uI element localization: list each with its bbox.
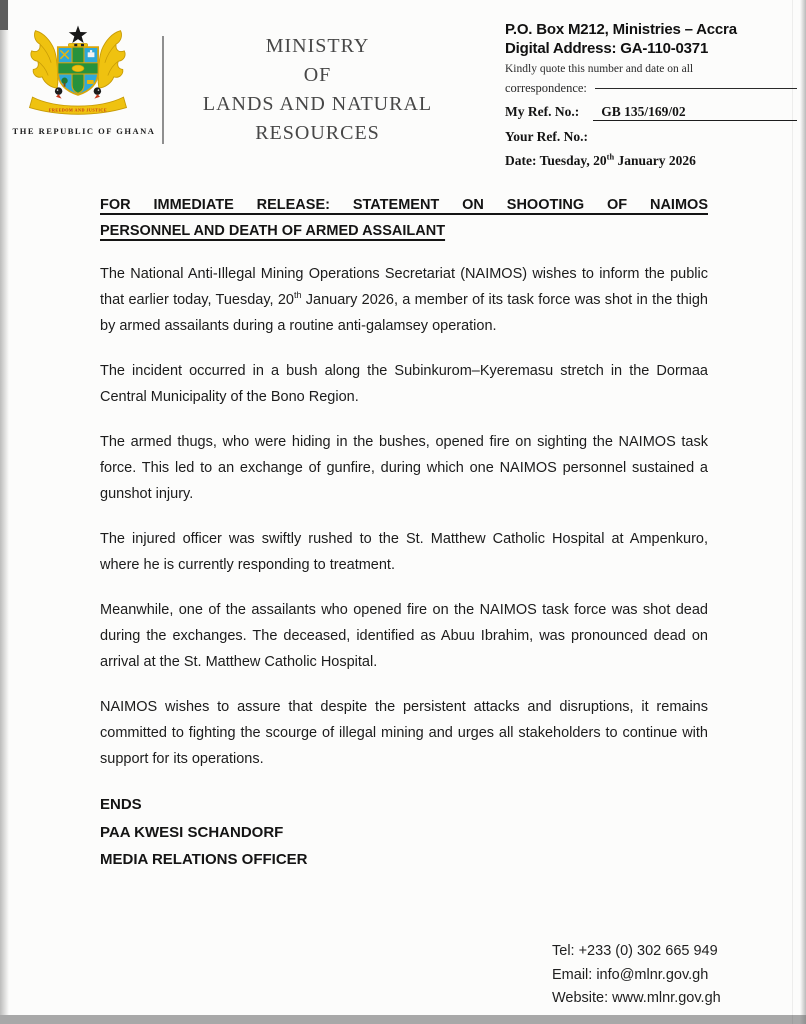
signature-block	[100, 791, 708, 874]
paragraph-1: The National Anti-Illegal Mining Operations Secretariat (NAIMOS) wishes to inform the public that earlier today, Tuesday, 20th January 2026, a member of its task force was shot in the thigh by armed assailants during a routine anti-galamsey operation.	[100, 266, 708, 334]
ministry-title-line: LANDS AND NATURAL	[202, 93, 433, 115]
your-ref-label: Your Ref. No.:	[505, 129, 588, 144]
paragraph-5: Meanwhile, one of the assailants who opened fire on the NAIMOS task force was shot dead during the exchanges. The deceased, identified as Abuu Ibrahim, was pronounced dead on arrival at the St. Matthew Catholic Hospital.	[100, 602, 708, 670]
correspondence-label: correspondence:	[505, 81, 587, 95]
release-title-line-2: PERSONNEL AND DEATH OF ARMED ASSAILANT	[100, 223, 446, 239]
my-ref-row	[505, 104, 797, 121]
paragraph-4: The injured officer was swiftly rushed to the St. Matthew Catholic Hospital at Ampenkuro, where he is currently responding to treatment.	[100, 531, 708, 573]
date-row	[505, 153, 797, 169]
my-ref-value: GB 135/169/02	[593, 104, 797, 121]
release-title	[100, 192, 708, 244]
letterhead-divider	[162, 36, 164, 144]
correspondence-rule	[595, 88, 797, 89]
paragraph-6: NAIMOS wishes to assure that despite the persistent attacks and disruptions, it remains committed to fighting the scourge of illegal mining and urges all stakeholders to continue with support for its operations.	[100, 699, 708, 767]
ministry-title	[185, 32, 450, 148]
paragraph-3: The armed thugs, who were hiding in the bushes, opened fire on sighting the NAIMOS task force. This led to an exchange of gunfire, during which one NAIMOS personnel sustained a gunshot injury.	[100, 434, 708, 502]
black-star-icon	[69, 25, 87, 43]
footer-contact-block	[552, 940, 721, 1011]
letterhead-contact-block	[505, 21, 797, 169]
emblem-caption: THE REPUBLIC OF GHANA	[12, 126, 156, 136]
correspondence-row	[505, 81, 797, 96]
footer-email: Email: info@mlnr.gov.gh	[552, 966, 709, 983]
page-edge-shadow-bottom	[0, 1015, 806, 1024]
ends-marker: ENDS	[100, 796, 142, 813]
signatory-role: MEDIA RELATIONS OFFICER	[100, 851, 308, 868]
ministry-title-line: OF	[303, 64, 332, 86]
digital-address-line: Digital Address: GA-110-0371	[505, 39, 709, 57]
date-text: Date: Tuesday, 20th January 2026	[505, 152, 696, 168]
page-edge-shadow-left	[0, 0, 9, 1024]
release-body	[100, 192, 708, 874]
page-corner-notch	[0, 0, 8, 30]
paragraph-2: The incident occurred in a bush along the Subinkurom–Kyeremasu stretch in the Dormaa Central Municipality of the Bono Region.	[100, 363, 708, 405]
my-ref-label: My Ref. No.:	[505, 104, 580, 119]
footer-tel: Tel: +233 (0) 302 665 949	[552, 943, 718, 959]
ghana-coat-of-arms-icon	[22, 24, 134, 120]
motto-text: FREEDOM AND JUSTICE	[48, 107, 108, 113]
your-ref-row	[505, 129, 797, 145]
release-title-line-1: FOR IMMEDIATE RELEASE: STATEMENT ON SHOOTING OF NAIMOS	[100, 197, 708, 213]
ministry-title-line: MINISTRY	[265, 35, 370, 57]
release-paragraphs	[100, 261, 708, 772]
po-box-line: P.O. Box M212, Ministries – Accra	[505, 21, 737, 38]
ministry-title-line: RESOURCES	[255, 122, 380, 144]
signatory-name: PAA KWESI SCHANDORF	[100, 823, 284, 841]
footer-website: Website: www.mlnr.gov.gh	[552, 990, 721, 1006]
page-edge-shadow-right	[800, 0, 806, 1024]
quote-note-line: Kindly quote this number and date on all	[505, 63, 694, 75]
